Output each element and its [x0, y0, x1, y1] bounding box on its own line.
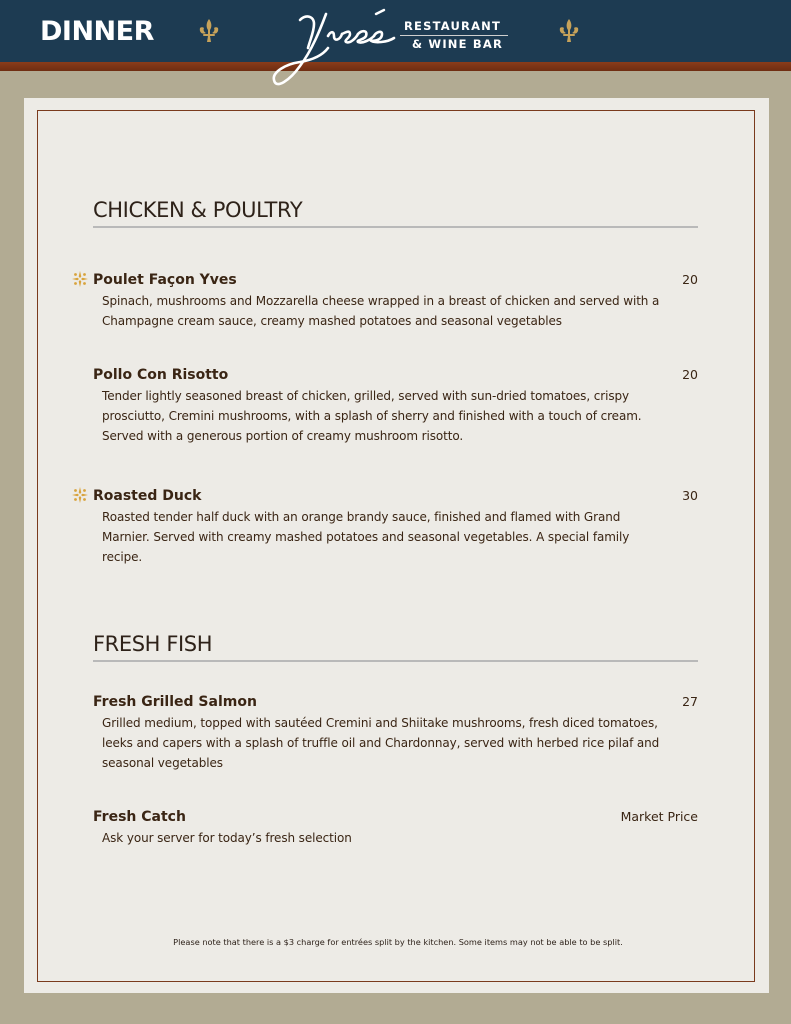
description-line: Roasted tender half duck with an orange brandy sauce, finished and flamed with Grand	[102, 510, 621, 524]
section-divider	[93, 660, 698, 662]
restaurant-logo	[270, 6, 410, 92]
dish-name: Poulet Façon Yves	[93, 272, 237, 288]
page-title: DINNER	[40, 16, 154, 47]
description-line: seasonal vegetables	[102, 756, 223, 770]
dish-description	[102, 291, 662, 331]
dish-price: 30	[682, 488, 698, 503]
dish-description	[102, 828, 662, 848]
split-charge-note: Please note that there is a $3 charge for entrées split by the kitchen. Some items may not be able to be split.	[173, 937, 623, 947]
logo-divider	[400, 35, 508, 36]
description-line: Grilled medium, topped with sautéed Cremini and Shiitake mushrooms, fresh diced tomatoes,	[102, 716, 658, 730]
description-line: Spinach, mushrooms and Mozzarella cheese wrapped in a breast of chicken and served with a	[102, 294, 660, 308]
description-line: Ask your server for today’s fresh selection	[102, 831, 352, 845]
description-line: prosciutto, Cremini mushrooms, with a splash of sherry and finished with a touch of cream.	[102, 409, 642, 423]
dish-name: Fresh Grilled Salmon	[93, 694, 257, 710]
dish-price: Market Price	[620, 809, 698, 824]
fleur-de-lis-icon	[198, 18, 220, 44]
dish-price: 27	[682, 694, 698, 709]
description-line: Marnier. Served with creamy mashed potatoes and seasonal vegetables. A special family recipe.	[102, 530, 630, 564]
dish-name: Pollo Con Risotto	[93, 367, 229, 383]
dish-price: 20	[682, 367, 698, 382]
dish-price: 20	[682, 272, 698, 287]
dish-description	[102, 386, 662, 446]
restaurant-wordmark	[404, 19, 504, 52]
signature-dish-icon	[71, 270, 89, 288]
description-line: Tender lightly seasoned breast of chicken, grilled, served with sun-dried tomatoes, crispy	[102, 389, 629, 403]
description-line: Served with a generous portion of creamy mushroom risotto.	[102, 429, 464, 443]
dish-name: Fresh Catch	[93, 809, 186, 825]
logo-line-restaurant: RESTAURANT	[404, 19, 502, 33]
section-title-fresh-fish: FRESH FISH	[93, 632, 213, 656]
signature-dish-icon	[71, 486, 89, 504]
section-divider	[93, 226, 698, 228]
description-line: leeks and capers with a splash of truffle oil and Chardonnay, served with herbed rice pilaf and	[102, 736, 660, 750]
dish-description	[102, 507, 662, 567]
description-line: Champagne cream sauce, creamy mashed potatoes and seasonal vegetables	[102, 314, 562, 328]
dish-name: Roasted Duck	[93, 488, 202, 504]
logo-line-wine-bar: & WINE BAR	[412, 37, 504, 51]
dish-description	[102, 713, 662, 773]
fleur-de-lis-icon	[558, 18, 580, 44]
section-title-chicken-poultry: CHICKEN & POULTRY	[93, 198, 303, 222]
